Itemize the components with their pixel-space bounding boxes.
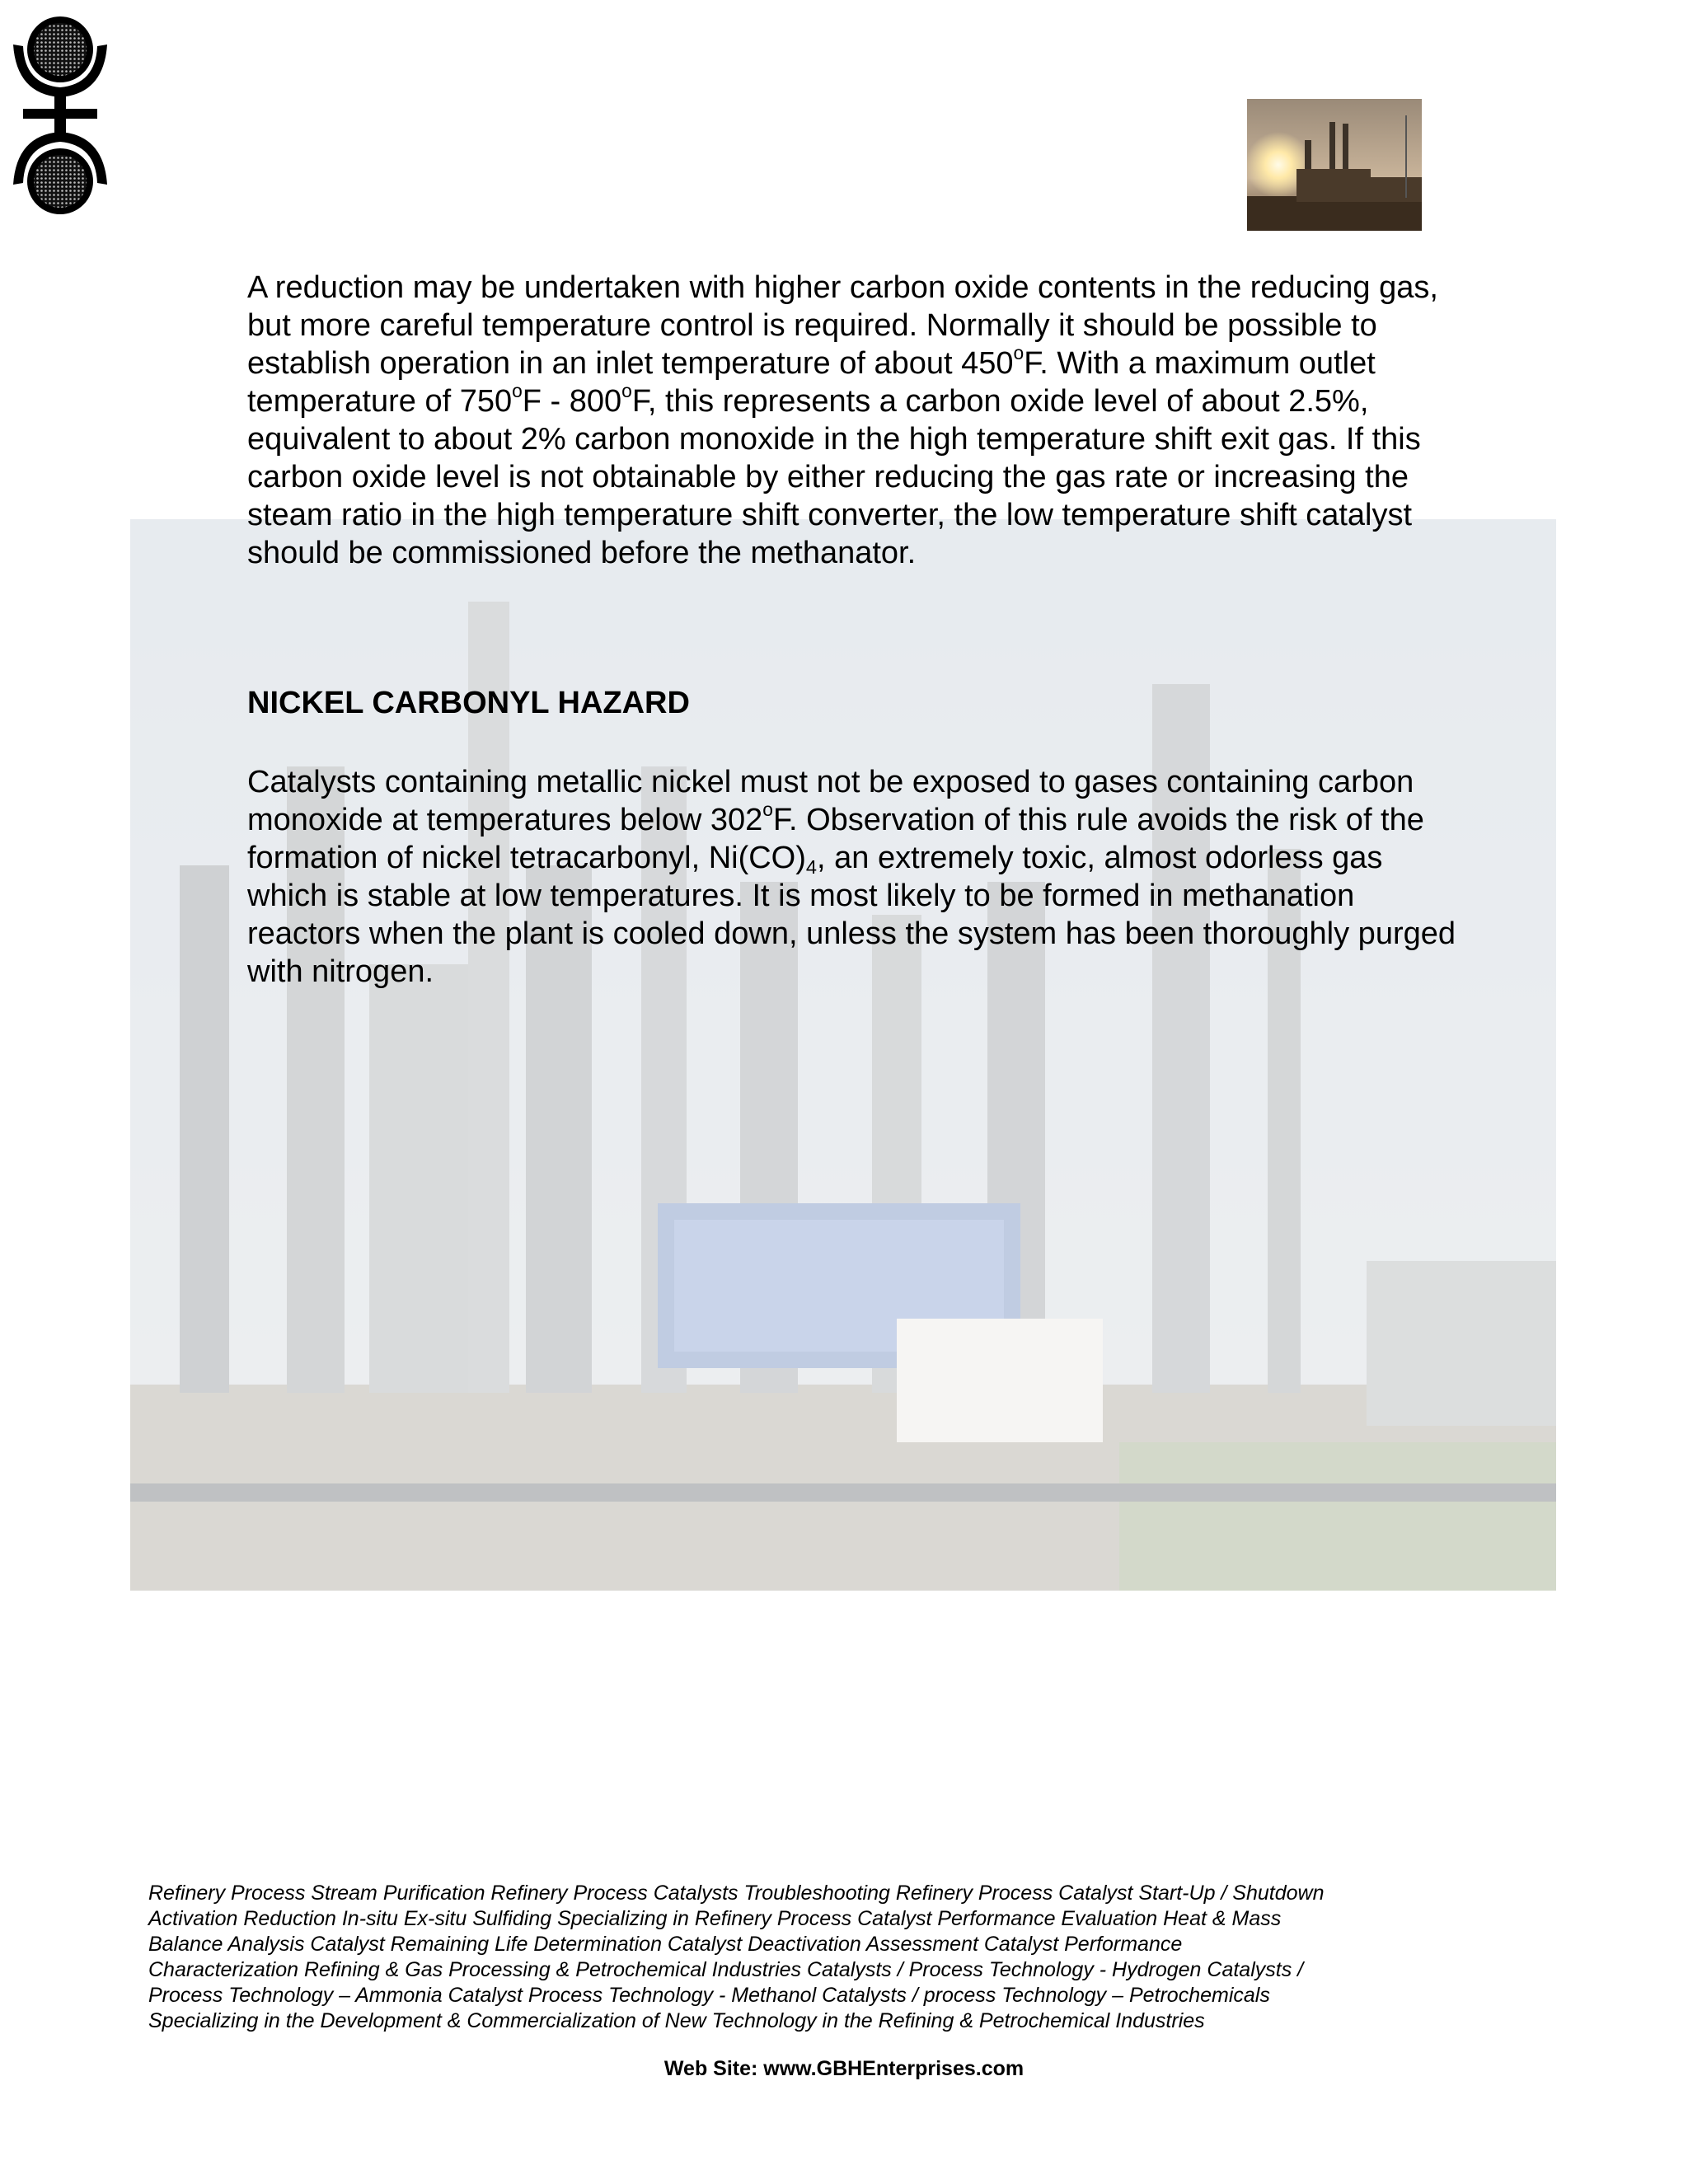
website-link[interactable]: Web Site: www.GBHEnterprises.com [663,2057,1025,2080]
logo-symbol-icon [7,12,114,218]
nickel-carbonyl-paragraph [247,763,1459,991]
refinery-thumbnail-image [1247,99,1422,231]
subscript: 4 [805,856,818,879]
degree-symbol: o [621,379,632,401]
reduction-paragraph [247,269,1459,572]
footer-line: Refinery Process Stream Purification Refinery Process Catalysts Troubleshooting Refinery Process Catalyst Start-Up / Shutdown [148,1882,1325,1905]
body-text [247,269,1459,572]
refinery-background-image [130,519,1556,1591]
text-run: A reduction may be undertaken with higher carbon oxide contents in the reducing gas, but more careful temperature control is required. Normally it should be possible to establish operation in an inlet temperature of about 450 [247,270,1438,381]
text-run: Catalysts containing metallic nickel must not be exposed to gases containing carbon monoxide at temperatures below 302 [247,765,1414,837]
text-run: , an extremely toxic, almost odorless gas which is stable at low temperatures. It is most likely to be formed in methanation reactors when the plant is cooled down, unless the system has been thoroughly purged with nitrogen. [247,841,1456,989]
degree-symbol: o [762,798,773,820]
text-run: F. Observation of this rule avoids the risk of the formation of nickel tetracarbonyl, Ni(CO) [247,803,1424,875]
footer-services-text [148,1881,1434,2034]
degree-symbol: o [512,379,523,401]
company-logo [7,12,114,218]
footer-line: Process Technology – Ammonia Catalyst Process Technology - Methanol Catalysts / process Technology – Petrochemicals [148,1984,1270,2007]
footer-line: Balance Analysis Catalyst Remaining Life Determination Catalyst Deactivation Assessment Catalyst Performance [148,1933,1183,1956]
section-heading: NICKEL CARBONYL HAZARD [247,686,690,720]
footer-line: Characterization Refining & Gas Processing & Petrochemical Industries Catalysts / Process Technology - Hydrogen Catalysts / [148,1958,1304,1981]
footer-line: Activation Reduction In-situ Ex-situ Sulfiding Specializing in Refinery Process Catalyst Performance Evaluation Heat & Mass [148,1907,1282,1930]
degree-symbol: o [1013,341,1025,363]
text-run: F. With a maximum outlet temperature of 750 [247,346,1376,419]
footer-line: Specializing in the Development & Commercialization of New Technology in the Refining & Petrochemical Industries [148,2009,1205,2032]
text-run: F - 800 [522,384,622,419]
text-run: F, this represents a carbon oxide level of about 2.5%, equivalent to about 2% carbon monoxide in the high temperature shift exit gas. If this carbon oxide level is not obtainable by either reducing the gas rate or increasing the steam ratio in the high temperature shift converter, the low temperature shift catalyst should be commissioned before the methanator. [247,384,1421,570]
